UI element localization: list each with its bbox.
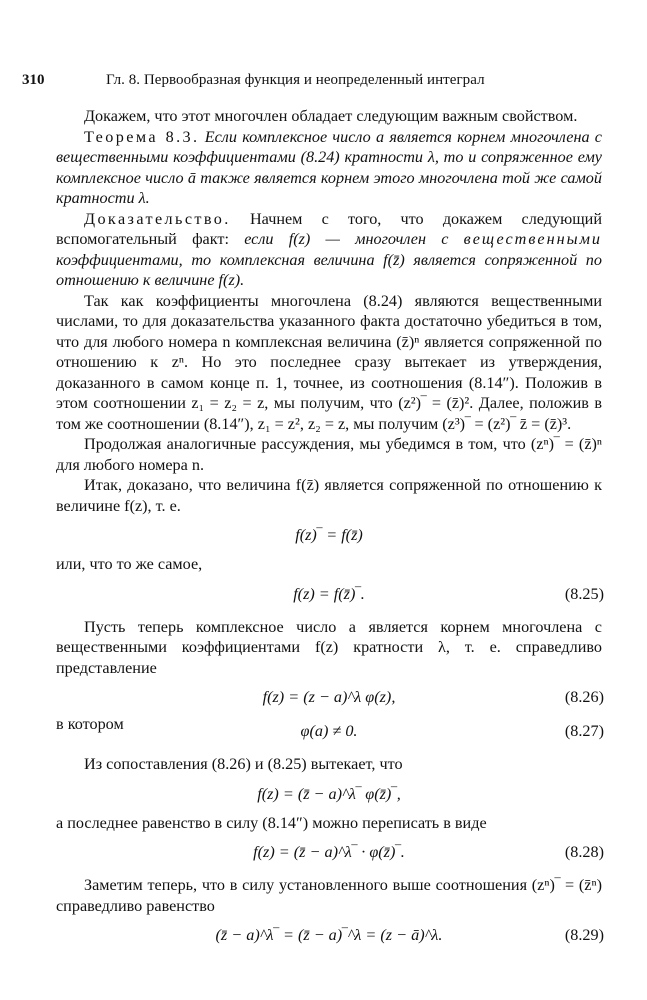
paragraph-comparison: Из сопоставления (8.26) и (8.25) вытекает, что: [84, 755, 403, 773]
formula-8-27: [56, 716, 602, 746]
equation-tag-8-26: (8.26): [564, 688, 604, 706]
paragraph-rewrite: а последнее равенство в силу (8.14″) можно переписать в виде: [56, 813, 487, 832]
formula-conjugate-expr: f(z)‾ = f(z̄): [295, 526, 363, 544]
proof-label: Доказательство.: [84, 209, 231, 228]
proof-paragraph: [56, 209, 602, 291]
formula-8-25: [56, 579, 602, 609]
in-which-text: в котором: [56, 715, 124, 733]
running-title: Гл. 8. Первообразная функция и неопределенный интеграл: [106, 72, 485, 88]
page-header: [22, 70, 612, 92]
formula-8-27-expr: φ(a) ≠ 0.: [300, 722, 358, 740]
formula-8-28: [56, 837, 602, 867]
formula-8-26-expr: f(z) = (z − a)^λ φ(z),: [262, 688, 396, 706]
proof-start: Начнем с того, что докажем следующий вспомогательный факт:: [56, 209, 602, 248]
formula-8-28-expr: f(z) = (z̄ − a)^λ‾ · φ(z̄)‾.: [253, 843, 405, 861]
formula-comparison-expr: f(z) = (z̄ − a)^λ‾ φ(z̄)‾,: [257, 784, 401, 803]
proof-fact-a: если f(z) — многочлен с: [244, 230, 449, 248]
proof-fact-spaced: вещественными: [463, 230, 603, 248]
theorem-8-3: [56, 127, 602, 209]
formula-comparison: [56, 779, 602, 809]
equation-tag-8-25: (8.25): [564, 584, 604, 603]
proof-fact-b: коэффициентами, то комплексная величина f(z̄) является сопряженной по отношению к величине f(z).: [56, 250, 602, 289]
equation-tag-8-29: (8.29): [564, 926, 604, 944]
paragraph-intro: Докажем, что этот многочлен обладает следующим важным свойством.: [84, 107, 578, 125]
formula-8-26: [56, 682, 602, 712]
page-body: [56, 106, 602, 954]
paragraph-so-proved: Итак, доказано, что величина f(z̄) является сопряженной по отношению к величине f(z), т. е.: [56, 476, 602, 515]
or-same-text: или, что то же самое,: [56, 555, 203, 573]
formula-8-29-expr: (z̄ − a)^λ‾ = (z̄ − a)‾^λ = (z − ā)^λ.: [215, 926, 443, 944]
equation-tag-8-28: (8.28): [564, 843, 604, 861]
formula-8-29: [56, 920, 602, 950]
paragraph-coefficients: Так как коэффициенты многочлена (8.24) являются вещественными числами, то для доказательства указанного факта достаточно убедиться в том, что для любого номера n комплексная величина (z̄)ⁿ является сопряженной по отношению к zⁿ. Но это последнее сразу вытекает из утверждения, доказанного в самом конце п. 1, точнее, из соотношения (8.14″). Положив в этом соотношении z₁ = z₂ = z, мы получим, что (z²)‾ = (z̄)². Далее, положив в том же соотношении (8.14″), z₁ = z², z₂ = z, мы получим (z³)‾ = (z²)‾ z̄ = (z̄)³.: [56, 291, 602, 433]
equation-tag-8-27: (8.27): [564, 722, 604, 740]
theorem-label: Теорема 8.3.: [84, 127, 200, 146]
formula-8-25-expr: f(z) = f(z̄)‾.: [293, 584, 365, 603]
paragraph-continue: Продолжая аналогичные рассуждения, мы убедимся в том, что (zⁿ)‾ = (z̄)ⁿ для любого номера n.: [56, 435, 602, 474]
paragraph-note: Заметим теперь, что в силу установленного выше соотношения (zⁿ)‾ = (z̄ⁿ) справедливо равенство: [56, 876, 602, 915]
theorem-text: Если комплексное число a является корнем многочлена с вещественными коэффициентами (8.24) кратности λ, то и сопряженное ему комплексное число ā также является корнем этого многочлена той же самой кратности λ.: [56, 127, 602, 207]
page-number: 310: [22, 72, 45, 88]
formula-conjugate: [56, 520, 602, 550]
paragraph-root: Пусть теперь комплексное число a является корнем многочлена с вещественными коэффициентами f(z) кратности λ, т. е. справедливо представление: [56, 617, 602, 677]
